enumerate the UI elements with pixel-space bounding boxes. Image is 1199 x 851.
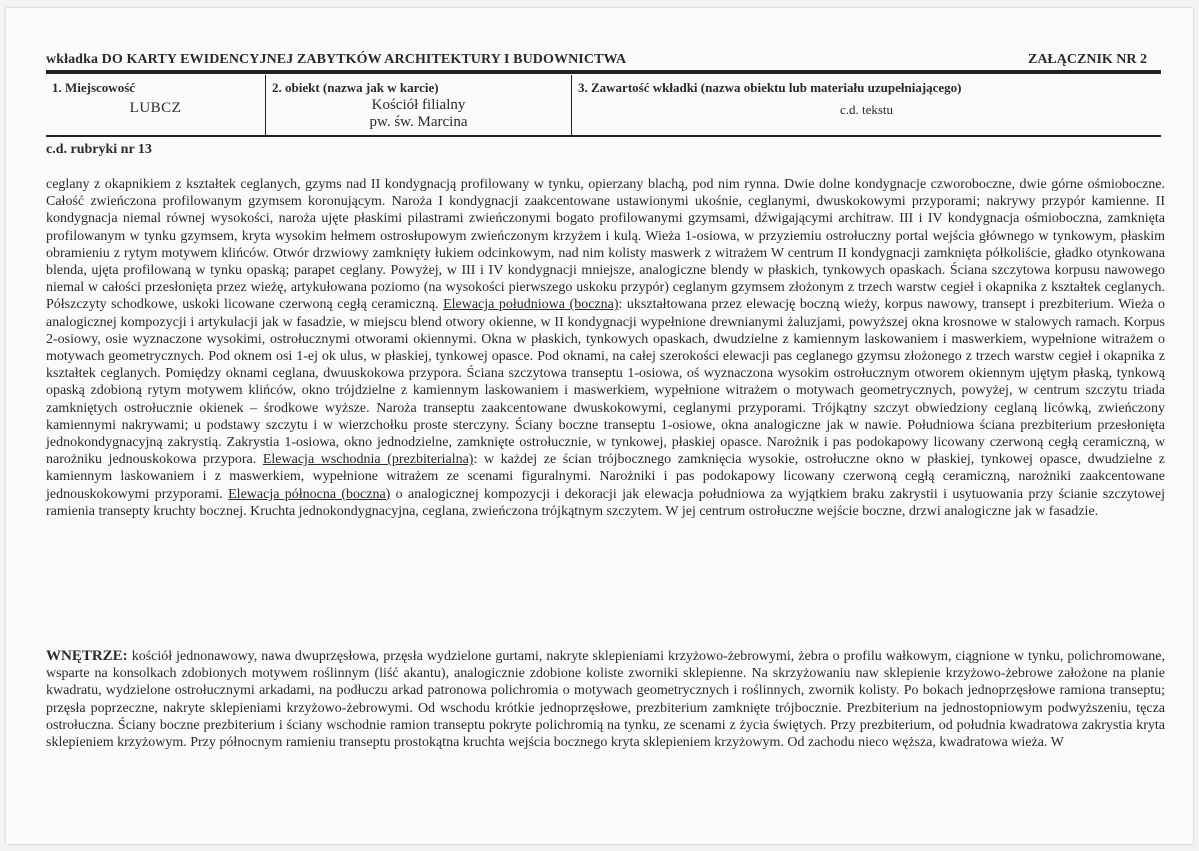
content-label: 3. Zawartość wkładki (nazwa obiektu lub materiału uzupełniającego) <box>578 80 962 95</box>
north-elevation-heading: Elewacja północna (boczna) <box>228 486 391 502</box>
interior-paragraph <box>46 648 1165 751</box>
content-cell <box>571 75 1161 135</box>
locality-label: 1. Miejscowość <box>52 80 136 95</box>
east-elevation-heading: Elewacja wschodnia (prezbiterialna) <box>262 452 474 468</box>
object-label: 2. obiekt (nazwa jak w karcie) <box>272 80 439 95</box>
section-label: c.d. rubryki nr 13 <box>46 142 152 157</box>
locality-cell <box>46 75 265 135</box>
document-sheet <box>6 8 1193 844</box>
header-fields-row <box>46 75 1161 137</box>
object-value-line2: pw. św. Marcina <box>369 114 468 130</box>
body-paragraph <box>46 176 1165 520</box>
header-divider <box>46 70 1161 74</box>
body-text-part-2: : ukształtowana przez elewację boczną wieży, korpus nawowy, transept i prezbiterium. Wieża o analogicznej kompozycji i artykulacji jak w fasadzie, w miejscu blend otwory okienne, w II kondygnacji wypełnione drewnianymi żaluzjami, powyższej okna krosnowe w stalowych ramach. Korpus 2-osiowy, osie wyznaczone wysokimi, ostrołucznymi otworami okiennymi. Okna w płaskich, tynkowych opaskach, dwudzielne z kamiennym laskowaniem i maswerkiem, wypełnione witrażem o motywach geometrycznych. Pod oknem osi 1-ej ok ulus, w płaskiej, tynkowej opasce. Pod oknami, na całej szerokości elewacji pas ceglanego gzymsu złożonego z trzech warstw cegieł i okapnika z kształtek ceglanych. Pomiędzy oknami ceglana, dwuuskokowa przypora. Ściana szczytowa transeptu 1-osiowa, oś wyznaczona wysokim ostrołucznym otworem okiennym ujętym płaską, tynkową opaską zdobioną rytym motywem klińców, okno trójdzielne z kamiennym laskowaniem i maswerkiem, wypełnione witrażem o motywach geometrycznych, powyżej, w centrum szczytu triada zamkniętych ostrołucznie okienek – środkowe wyższe. Naroża transeptu zaakcentowane dwuskokowymi, ceglanymi przyporami. Trójkątny szczyt obwiedziony ceglaną licówką, zwieńczony kamiennymi nakrywami; u podstawy szczytu i w wierzchołku proste sterczyny. Ściany boczne transeptu 1-osiowe, okna analogiczne jak w nawie. Południowa ściana prezbiterium przesłonięta jednokondygnacyjną zakrystią. Zakrystia 1-osiowa, okno jednodzielne, zamknięte ostrołucznie, w tynkowej, płaskiej opasce. Narożnik i pas podokapowy licowany czerwoną cegłą ceramiczną, w narożniku jednouskokowa przypora. <box>46 297 1165 468</box>
body-text-part-4: o analogicznej kompozycji i dekoracji jak elewacja południowa za wyjątkiem braku zakrystii i usytuowania przy ścianie szczytowej ramienia transepty kruchty bocznej. Kruchta jednokondygnacyjna, ceglana, zwieńczona trójkątnym szczytem. W jej centrum ostrołuczne wejście boczne, drzwi analogiczne jak w fasadzie. <box>46 486 1165 519</box>
form-title: wkładka DO KARTY EWIDENCYJNEJ ZABYTKÓW ARCHITEKTURY I BUDOWNICTWA <box>46 52 627 67</box>
object-cell <box>265 75 571 135</box>
south-elevation-heading: Elewacja południowa (boczna) <box>443 297 619 313</box>
interior-text: kościół jednonawowy, nawa dwuprzęsłowa, przęsła wydzielone gurtami, nakryte sklepieniami krzyżowo-żebrowymi, żebra o profilu wałkowym, ciągnione w tynku, polichromowane, wsparte na konsolkach zdobionych motywem roślinnym (liść akantu), analogicznie zdobione koliste zworniki sklepienne. Na skrzyżowaniu naw sklepienie krzyżowo-żebrowe założone na planie kwadratu, wydzielone ostrołucznymi arkadami, na podłuczu arkad patronowa polichromia o motywach geometrycznych i roślinnych, zwornik kolisty. Po bokach jednoprzęsłowe ramiona transeptu; przęsła poprzeczne, nakryte sklepieniami krzyżowo-żebrowymi. Od wschodu krótkie jednoprzęsłowe, prezbiterium zamknięte trójbocznie. Prezbiterium na jednostopniowym podwyższeniu, tęcza ostrołuczna. Ściany boczne prezbiterium i ściany wschodnie ramion transeptu pokryte polichromią na tynku, ze scenami z życia świętych. Przy prezbiterium, od południa kwadratowa zakrystia kryta sklepieniem krzyżowym. Przy północnym ramieniu transeptu prostokątna kruchta wejścia bocznego kryta sklepieniem krzyżowym. Od zachodu nieco węższa, kwadratowa wieża. W <box>46 649 1165 751</box>
object-value-line1: Kościół filialny <box>371 97 466 113</box>
content-value: c.d. tekstu <box>839 102 894 117</box>
locality-value: LUBCZ <box>129 100 182 116</box>
object-value <box>266 97 571 131</box>
interior-heading: WNĘTRZE: <box>46 648 128 664</box>
annex-label: ZAŁĄCZNIK NR 2 <box>1027 52 1147 67</box>
body-text-part-1: ceglany z okapnikiem z kształtek ceglanych, gzyms nad II kondygnacją profilowany w tynku, opierzany blachą, pod nim rynna. Dwie dolne kondygnacje czworoboczne, dwie górne ośmioboczne. Całość zwieńczona profilowanym gzymsem koronującym. Naroża I kondygnacji zaakcentowane ustawionymi ukośnie, ceglanymi, dwuskokowymi przyporami; nakrywy przypór kamienne. II kondygnacja niemal równej wysokości, naroża ujęte płaskimi pilastrami zwieńczonymi bogato profilowanymi gzymsami, dźwigającymi architraw. III i IV kondygnacja ośmioboczna, zamknięta profilowanym w tynku gzymsem, kryta wysokim hełmem ostrosłupowym zwieńczonym krzyżem i kulą. Wieża 1-osiowa, w przyziemiu ostrołuczny portal wejścia głównego w tynkowym, płaskim obramieniu z rytym motywem klińców. Otwór drzwiowy zamknięty łukiem odcinkowym, nad nim kolisty maswerk z witrażem W centrum II kondygnacji zamknięta półkoliście, gładko otynkowana blenda, ujęta profilowaną w tynku opaską; parapet ceglany. Powyżej, w III i IV kondygnacji mniejsze, analogiczne blendy w płaskich, tynkowych opaskach. Ściana szczytowa korpusu nawowego niemal w całości przesłonięta przez wieżę, artykułowana poziomo (na wysokości pierwszego uskoku przypór) ceglanym gzymsem złożonym z trzech warstw cegieł i okapnika z kształtek ceglanych. Półszczyty schodkowe, uskoki licowane czerwoną cegłą ceramiczną. <box>46 177 1165 313</box>
body-text-part-3: : w każdej ze ścian trójbocznego zamknięcia wysokie, ostrołuczne okno w płaskiej, tynkowej opasce, dwudzielne z kamiennym laskowaniem i z maswerkiem, wypełnione witrażem ze scenami figuralnymi. Narożniki i pas podokapowy licowany czerwoną cegłą ceramiczną, narożniki zaakcentowane jednouskokowymi przyporami. <box>46 452 1165 502</box>
